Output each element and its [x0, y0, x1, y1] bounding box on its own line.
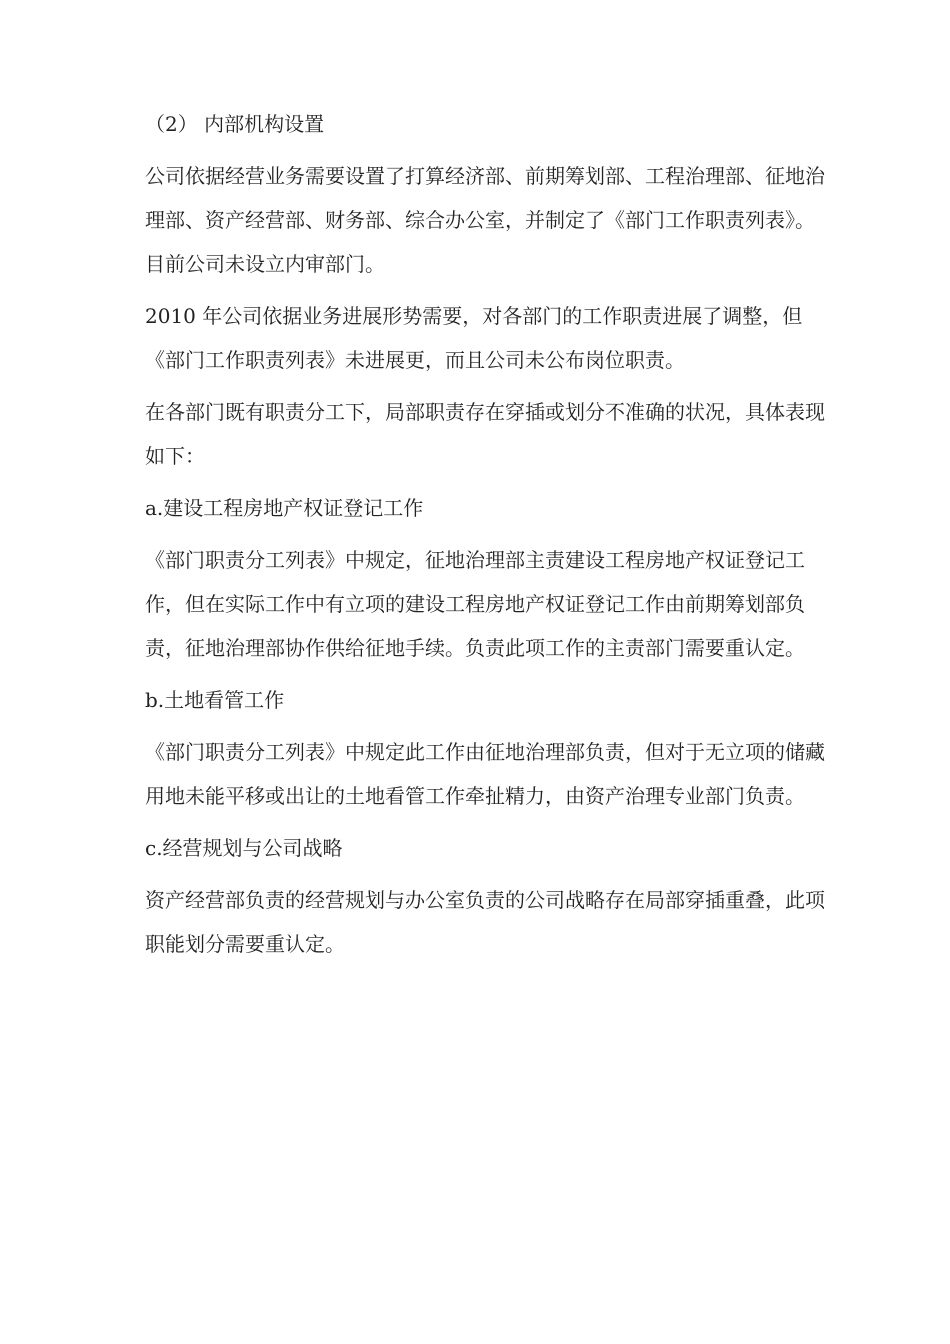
- paragraph-departments: 公司依据经营业务需要设置了打算经济部、前期筹划部、工程治理部、征地治理部、资产经营部、财务部、综合办公室，并制定了《部门工作职责列表》。目前公司未设立内审部门。: [145, 164, 825, 276]
- document-body: [145, 102, 825, 974]
- item-b-title: b.土地看管工作: [145, 688, 285, 712]
- paragraph-responsibility-overlap: 在各部门既有职责分工下，局部职责存在穿插或划分不准确的状况，具体表现如下：: [145, 400, 825, 468]
- item-c-title: c.经营规划与公司战略: [145, 836, 343, 860]
- item-b-body: 《部门职责分工列表》中规定此工作由征地治理部负责，但对于无立项的储藏用地未能平移或出让的土地看管工作牵扯精力，由资产治理专业部门负责。: [145, 740, 825, 808]
- item-c-body: 资产经营部负责的经营规划与办公室负责的公司战略存在局部穿插重叠，此项职能划分需要重认定。: [145, 888, 825, 956]
- section-heading: （2） 内部机构设置: [145, 112, 325, 136]
- paragraph-2010-adjustment: 2010 年公司依据业务进展形势需要，对各部门的工作职责进展了调整，但《部门工作职责列表》未进展更，而且公司未公布岗位职责。: [145, 304, 803, 372]
- item-a-title: a.建设工程房地产权证登记工作: [145, 496, 424, 520]
- item-a-body: 《部门职责分工列表》中规定，征地治理部主责建设工程房地产权证登记工作，但在实际工作中有立项的建设工程房地产权证登记工作由前期筹划部负责，征地治理部协作供给征地手续。负责此项工作的主责部门需要重认定。: [145, 548, 805, 660]
